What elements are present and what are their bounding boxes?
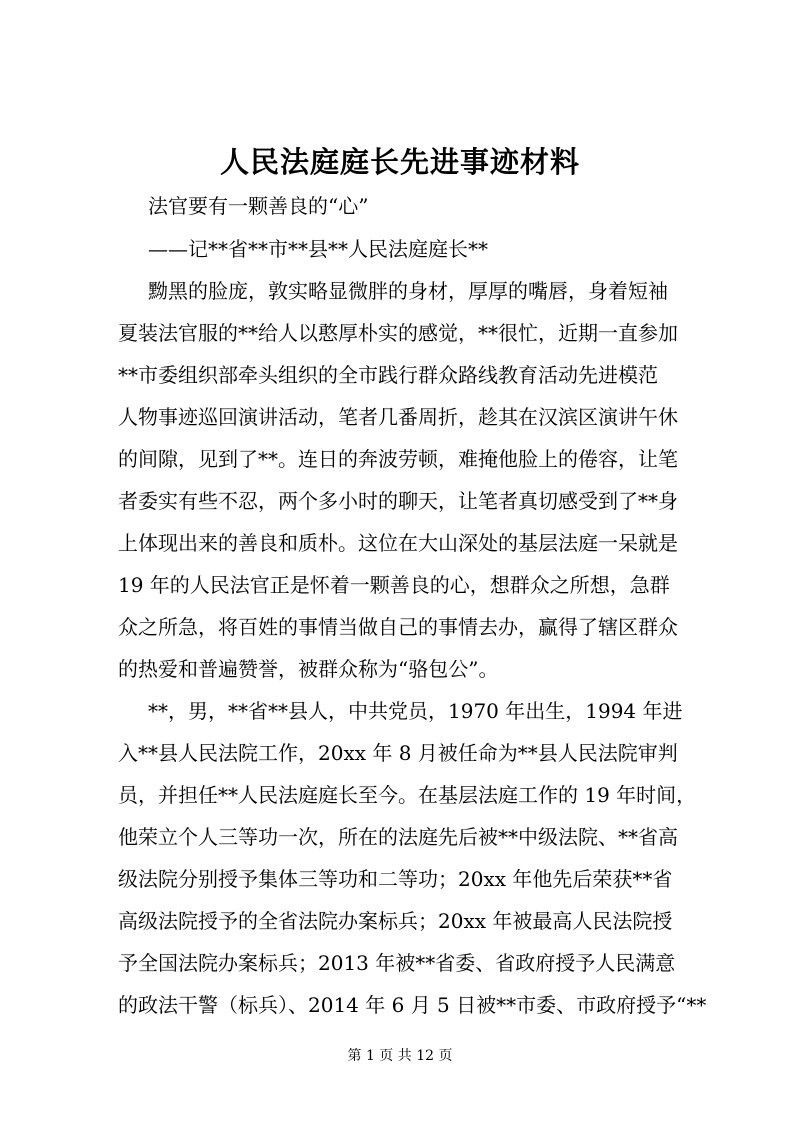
paragraph-line: **，男，**省**县人，中共党员，1970 年出生，1994 年进: [148, 699, 683, 723]
paragraph-line: 予全国法院办案标兵；2013 年被**省委、省政府授予人民满意: [118, 951, 676, 975]
paragraph-line: 员，并担任**人民法庭庭长至今。在基层法庭工作的 19 年时间，: [118, 783, 697, 807]
paragraph-line: 他荣立个人三等功一次，所在的法庭先后被**中级法院、**省高: [118, 825, 678, 849]
paragraph-line: 19 年的人民法官正是怀着一颗善良的心，想群众之所想，急群: [118, 573, 670, 597]
paragraph-line: 入**县人民法院工作，20xx 年 8 月被任命为**县人民法院审判: [118, 741, 678, 765]
subtitle-line: 法官要有一颗善良的“心”: [148, 194, 369, 218]
subtitle-line: ——记**省**市**县**人民法庭庭长**: [148, 237, 488, 261]
paragraph-line: 的热爱和普遍赞誉，被群众称为“骆包公”。: [118, 657, 499, 681]
paragraph-line: **市委组织部牵头组织的全市践行群众路线教育活动先进模范: [118, 363, 658, 387]
paragraph-line: 高级法院授予的全省法院办案标兵；20xx 年被最高人民法院授: [118, 909, 673, 933]
paragraph-line: 的政法干警（标兵）、2014 年 6 月 5 日被**市委、市政府授予“**: [118, 993, 707, 1017]
paragraph-line: 黝黑的脸庞，敦实略显微胖的身材，厚厚的嘴唇，身着短袖: [148, 279, 668, 303]
paragraph-line: 者委实有些不忍，两个多小时的聊天，让笔者真切感受到了**身: [118, 489, 678, 513]
paragraph-line: 的间隙，见到了**。连日的奔波劳顿，难掩他脸上的倦容，让笔: [118, 447, 678, 471]
document-title: 人民法庭庭长先进事迹材料: [219, 145, 580, 179]
paragraph-line: 级法院分别授予集体三等功和二等功；20xx 年他先后荣获**省: [118, 867, 673, 891]
page-number: 第 1 页 共 12 页: [347, 1048, 453, 1064]
paragraph-line: 众之所急，将百姓的事情当做自己的事情去办，赢得了辖区群众: [118, 615, 678, 639]
paragraph-line: 人物事迹巡回演讲活动，笔者几番周折，趁其在汉滨区演讲午休: [118, 405, 678, 429]
paragraph-line: 上体现出来的善良和质朴。这位在大山深处的基层法庭一呆就是: [118, 531, 678, 555]
paragraph-line: 夏装法官服的**给人以憨厚朴实的感觉，**很忙，近期一直参加: [118, 321, 678, 345]
